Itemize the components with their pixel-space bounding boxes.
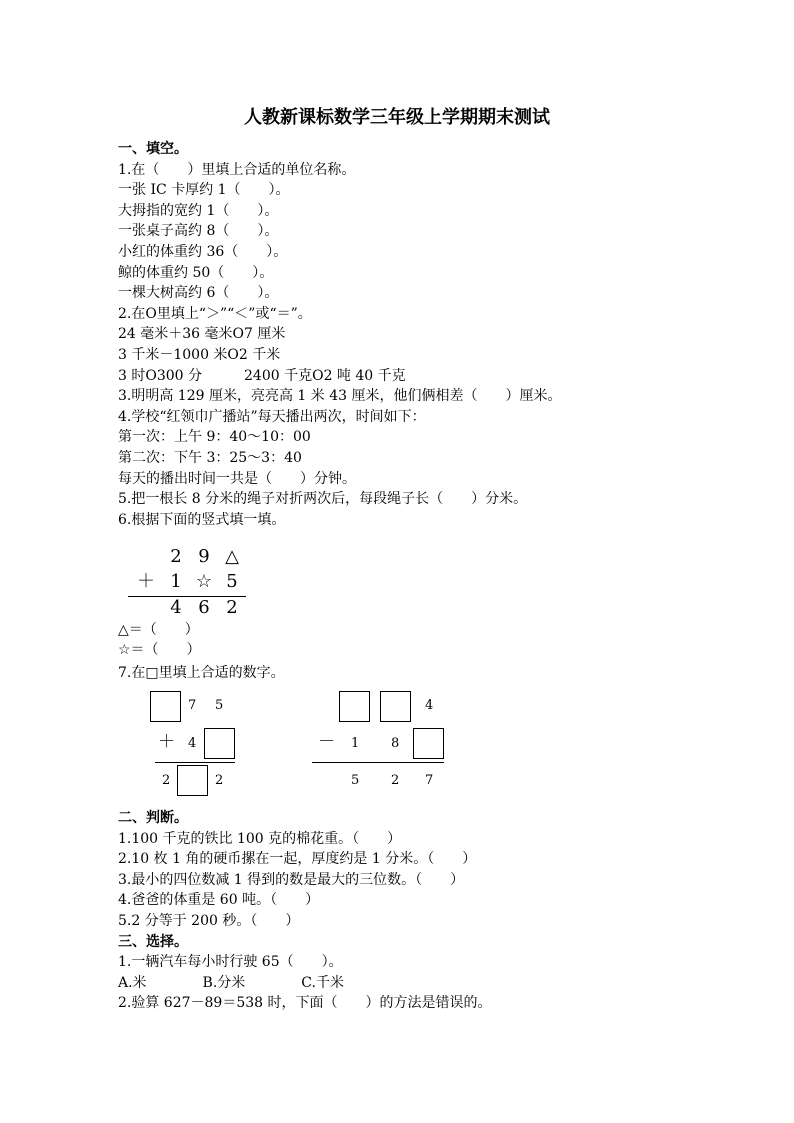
digit: 5 xyxy=(351,773,360,788)
question-line: 2.在O里填上“＞”“＜”或“＝”。 xyxy=(118,305,312,322)
question-line: 1.一辆汽车每小时行驶 65（ ）。 xyxy=(118,954,343,971)
minus-sign: － xyxy=(318,732,335,752)
section-heading: 三、选择。 xyxy=(118,933,188,950)
question-line: 24 毫米＋36 毫米O7 厘米 xyxy=(118,326,286,343)
digit: 7 xyxy=(425,773,434,788)
section-heading: 一、填空。 xyxy=(118,141,188,157)
digit: 8 xyxy=(391,736,400,751)
answer-triangle: △＝（ ） xyxy=(118,622,199,638)
question-line: 一棵大树高约 6（ ）。 xyxy=(118,285,279,302)
question-line: 4.爸爸的体重是 60 吨。（ ） xyxy=(118,892,320,909)
answer-box[interactable] xyxy=(380,691,411,722)
question-line: 一张 IC 卡厚约 1（ ）。 xyxy=(118,182,290,199)
question-line: 4.学校“红领巾广播站”每天播出两次，时间如下： xyxy=(118,408,426,425)
digit: 2 xyxy=(226,597,238,618)
question-line: 1.100 千克的铁比 100 克的棉花重。（ ） xyxy=(118,830,402,847)
question-line: 一张桌子高约 8（ ）。 xyxy=(118,223,279,240)
question-line: 5.2 分等于 200 秒。（ ） xyxy=(118,912,300,929)
part2-3-block xyxy=(118,808,738,1014)
question-line: 第二次：下午 3：25～3：40 xyxy=(118,449,302,466)
question-line: 2.10 枚 1 角的硬币摞在一起，厚度约是 1 分米。（ ） xyxy=(118,851,477,868)
plus-sign: ＋ xyxy=(158,732,175,752)
question-line: 5.把一根长 8 分米的绳子对折两次后，每段绳子长（ ）分米。 xyxy=(118,491,528,508)
question-line: 大拇指的宽约 1（ ）。 xyxy=(118,202,279,219)
star-symbol: ☆ xyxy=(195,571,213,592)
digit: 1 xyxy=(351,736,360,751)
question-line: 鲸的体重约 50（ ）。 xyxy=(118,264,274,281)
question-line: 小红的体重约 36（ ）。 xyxy=(118,243,288,260)
question-line: 6.根据下面的竖式填一填。 xyxy=(118,511,286,528)
digit: 2 xyxy=(170,546,182,567)
digit: 2 xyxy=(215,773,224,788)
answer-box[interactable] xyxy=(413,728,444,759)
question-line: 3 时O300 分 2400 千克O2 吨 40 千克 xyxy=(118,367,406,384)
answer-box[interactable] xyxy=(177,765,208,796)
triangle-symbol: △ xyxy=(225,546,239,567)
part1-block xyxy=(118,139,738,530)
digit: 4 xyxy=(425,698,434,713)
digit: 9 xyxy=(198,546,210,567)
answer-box[interactable] xyxy=(339,691,370,722)
digit: 2 xyxy=(391,773,400,788)
answer-box[interactable] xyxy=(204,728,235,759)
digit: 5 xyxy=(226,571,238,592)
question-line: 1.在（ ）里填上合适的单位名称。 xyxy=(118,161,356,178)
options-line: A.米 B.分米 C.千米 xyxy=(118,974,344,991)
answer-star: ☆＝（ ） xyxy=(118,642,201,658)
digit: 7 xyxy=(188,698,197,713)
question-line: 7.在□里填上合适的数字。 xyxy=(118,665,285,681)
digit: 6 xyxy=(198,597,210,618)
difference-line xyxy=(312,762,444,763)
question-line: 第一次：上午 9：40～10：00 xyxy=(118,429,311,446)
question-line: 3.明明高 129 厘米，亮亮高 1 米 43 厘米，他们俩相差（ ）厘米。 xyxy=(118,388,562,405)
question-line: 3 千米－1000 米O2 千米 xyxy=(118,346,281,363)
digit: 4 xyxy=(170,597,182,618)
digit: 4 xyxy=(188,736,197,751)
sum-line xyxy=(155,762,235,763)
digit: 1 xyxy=(170,571,182,592)
answer-box[interactable] xyxy=(150,691,181,722)
question-line: 每天的播出时间一共是（ ）分钟。 xyxy=(118,470,356,487)
digit: 2 xyxy=(162,773,171,788)
section-heading: 二、判断。 xyxy=(118,810,188,826)
question-line: 2.验算 627－89＝538 时，下面（ ）的方法是错误的。 xyxy=(118,995,492,1012)
page-title: 人教新课标数学三年级上学期期末测试 xyxy=(244,107,550,128)
question-line: 3.最小的四位数减 1 得到的数是最大的三位数。（ ） xyxy=(118,871,465,888)
digit: 5 xyxy=(215,698,224,713)
plus-sign: ＋ xyxy=(137,571,155,592)
